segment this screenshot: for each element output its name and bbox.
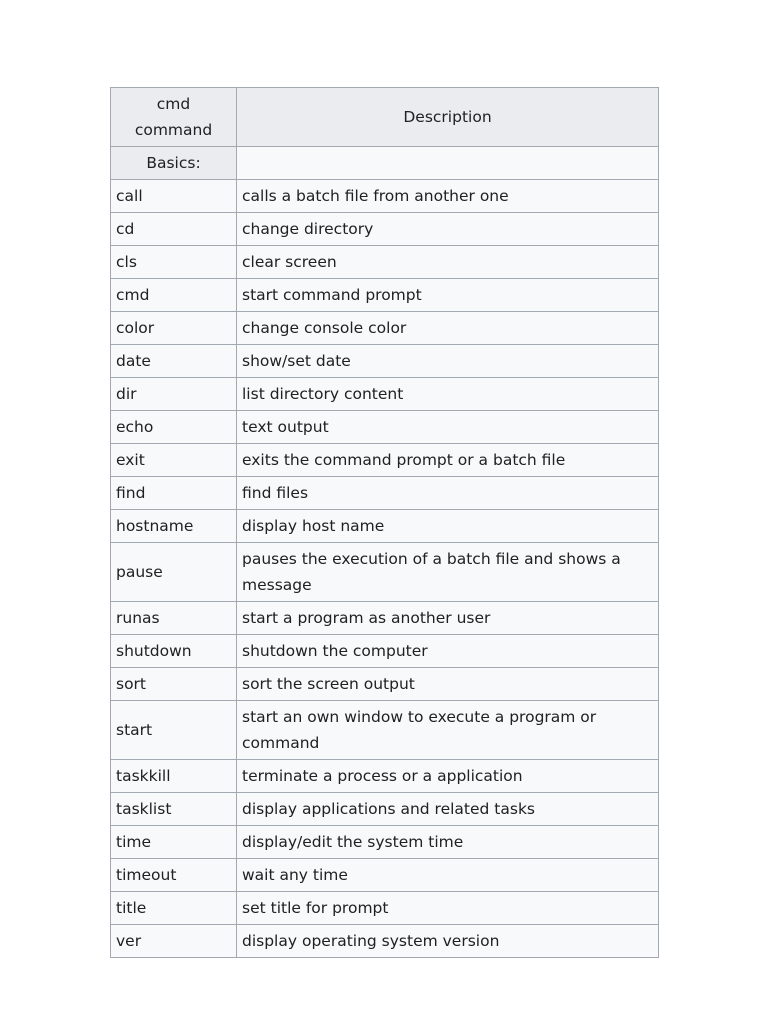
table-row [111, 760, 659, 793]
table-row [111, 477, 659, 510]
description-cell: wait any time [237, 859, 659, 892]
command-cell: cd [111, 213, 237, 246]
description-cell: list directory content [237, 378, 659, 411]
description-cell: display operating system version [237, 925, 659, 958]
command-cell: time [111, 826, 237, 859]
table-row [111, 892, 659, 925]
table-row [111, 635, 659, 668]
command-cell: runas [111, 602, 237, 635]
command-cell: color [111, 312, 237, 345]
table-row [111, 345, 659, 378]
command-cell: find [111, 477, 237, 510]
command-cell: date [111, 345, 237, 378]
table-row [111, 213, 659, 246]
description-cell: terminate a process or a application [237, 760, 659, 793]
description-cell: display applications and related tasks [237, 793, 659, 826]
command-cell: ver [111, 925, 237, 958]
command-cell: dir [111, 378, 237, 411]
table-row [111, 312, 659, 345]
description-cell: set title for prompt [237, 892, 659, 925]
cmd-commands-table-container [110, 87, 658, 958]
command-cell: shutdown [111, 635, 237, 668]
table-row [111, 925, 659, 958]
table-row [111, 444, 659, 477]
table-row [111, 543, 659, 602]
table-header-row [111, 88, 659, 147]
command-cell: tasklist [111, 793, 237, 826]
command-cell: start [111, 701, 237, 760]
section-description [237, 147, 659, 180]
command-cell: call [111, 180, 237, 213]
description-cell: show/set date [237, 345, 659, 378]
description-cell: shutdown the computer [237, 635, 659, 668]
command-cell: hostname [111, 510, 237, 543]
description-cell: calls a batch file from another one [237, 180, 659, 213]
description-cell: exits the command prompt or a batch file [237, 444, 659, 477]
command-cell: taskkill [111, 760, 237, 793]
description-cell: start an own window to execute a program or command [237, 701, 659, 760]
description-cell: change directory [237, 213, 659, 246]
section-label: Basics: [111, 147, 237, 180]
description-cell: pauses the execution of a batch file and shows a message [237, 543, 659, 602]
table-row [111, 279, 659, 312]
command-cell: cls [111, 246, 237, 279]
command-cell: exit [111, 444, 237, 477]
table-row [111, 510, 659, 543]
command-cell: title [111, 892, 237, 925]
table-row [111, 826, 659, 859]
description-cell: change console color [237, 312, 659, 345]
description-cell: display host name [237, 510, 659, 543]
command-column-header: cmd command [111, 88, 237, 147]
description-cell: display/edit the system time [237, 826, 659, 859]
command-cell: sort [111, 668, 237, 701]
command-cell: cmd [111, 279, 237, 312]
table-row [111, 180, 659, 213]
cmd-commands-table [110, 87, 659, 958]
table-row [111, 411, 659, 444]
command-cell: pause [111, 543, 237, 602]
table-row [111, 701, 659, 760]
table-row [111, 246, 659, 279]
command-cell: echo [111, 411, 237, 444]
description-cell: find files [237, 477, 659, 510]
table-row [111, 378, 659, 411]
command-cell: timeout [111, 859, 237, 892]
description-cell: sort the screen output [237, 668, 659, 701]
description-column-header: Description [237, 88, 659, 147]
description-cell: start a program as another user [237, 602, 659, 635]
description-cell: text output [237, 411, 659, 444]
description-cell: start command prompt [237, 279, 659, 312]
table-row [111, 602, 659, 635]
table-row [111, 859, 659, 892]
section-row-basics [111, 147, 659, 180]
table-row [111, 668, 659, 701]
description-cell: clear screen [237, 246, 659, 279]
table-row [111, 793, 659, 826]
